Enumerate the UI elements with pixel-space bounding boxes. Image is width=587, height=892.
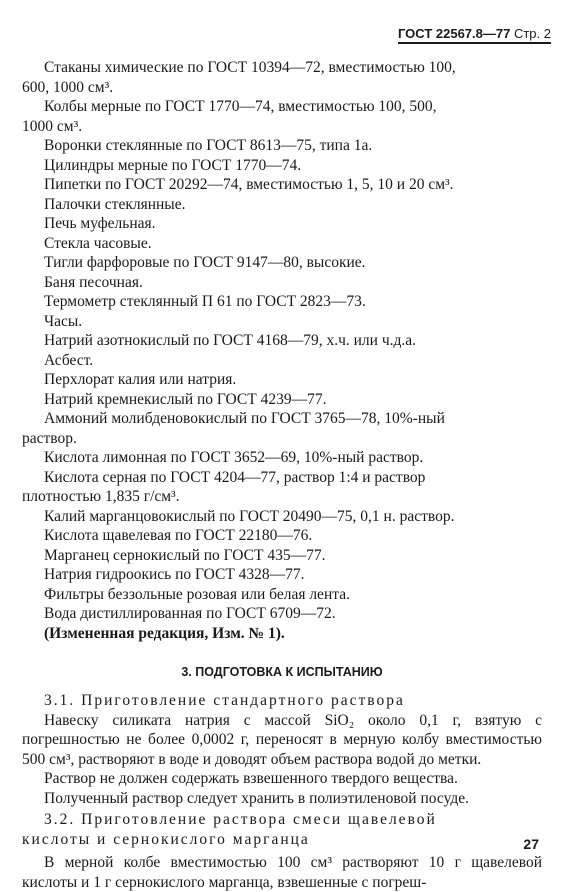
list-item: Фильтры беззольные розовая или белая лента.	[44, 585, 350, 603]
list-item-continuation: плотностью 1,835 г/см³.	[22, 488, 180, 505]
list-item: Баня песочная.	[44, 273, 143, 291]
list-item-continuation: 600, 1000 см³.	[22, 78, 114, 96]
list-item: Воронки стеклянные по ГОСТ 8613—75, типа 1а.	[44, 137, 373, 154]
list-item: Стекла часовые.	[44, 234, 152, 252]
list-item: Натрий азотнокислый по ГОСТ 4168—79, х.ч. или ч.д.а.	[44, 332, 417, 349]
subsection-title-3-2: 3.2. Приготовление раствора смеси щавелевой	[44, 811, 437, 828]
list-item: Марганец сернокислый по ГОСТ 435—77.	[44, 546, 326, 564]
list-item: Термометр стеклянный П 61 по ГОСТ 2823—73.	[44, 293, 366, 310]
list-item-continuation: раствор.	[22, 429, 77, 447]
paragraph: Раствор не должен содержать взвешенного твердого вещества.	[44, 770, 458, 787]
list-item: Кислота серная по ГОСТ 4204—77, раствор 1:4 и раствор	[44, 468, 426, 486]
list-item-continuation: 1000 см³.	[22, 117, 83, 135]
page-number: 27	[523, 836, 539, 852]
paragraph: Полученный раствор следует хранить в полиэтиленовой посуде.	[44, 789, 469, 807]
list-item: Цилиндры мерные по ГОСТ 1770—74.	[44, 156, 302, 174]
list-item: Натрия гидроокись по ГОСТ 4328—77.	[44, 566, 305, 583]
list-item: Вода дистиллированная по ГОСТ 6709—72.	[44, 605, 336, 622]
list-item: Часы.	[44, 312, 83, 330]
list-item: Палочки стеклянные.	[44, 195, 186, 213]
list-item: Тигли фарфоровые по ГОСТ 9147—80, высокие.	[44, 254, 366, 271]
paragraph: Навеску силиката натрия с массой SiO₂ около 0,1 г, взятую с погрешностью не более 0,0002 г, переносят в мерную колбу вместимостью 500 см³, растворяют в воде и доводят объем раствора водой до метки.	[22, 711, 542, 768]
paragraph: В мерной колбе вместимостью 100 см³ растворяют 10 г щавелевой кислоты и 1 г сернокислого марганца, взвешенные с погреш-	[22, 854, 542, 891]
edition-note: (Измененная редакция, Изм. № 1).	[44, 624, 285, 642]
list-item: Кислота щавелевая по ГОСТ 22180—76.	[44, 527, 313, 544]
standard-code: ГОСТ 22567.8—77	[397, 26, 511, 41]
subsection-title-3-1: 3.1. Приготовление стандартного раствора	[44, 692, 405, 709]
list-item: Аммоний молибденовокислый по ГОСТ 3765—78, 10%-ный	[44, 410, 445, 427]
subsection-title-3-2-continuation: кислоты и сернокислого марганца	[22, 830, 310, 848]
list-item: Пипетки по ГОСТ 20292—74, вместимостью 1, 5, 10 и 20 см³.	[44, 176, 454, 193]
page-content	[22, 58, 542, 892]
page-header	[398, 26, 551, 44]
list-item: Стаканы химические по ГОСТ 10394—72, вместимостью 100,	[44, 59, 456, 76]
list-item: Перхлорат калия или натрия.	[44, 371, 237, 388]
page-label: Стр. 2	[513, 26, 551, 41]
list-item: Калий марганцовокислый по ГОСТ 20490—75, 0,1 н. раствор.	[44, 507, 455, 525]
list-item: Колбы мерные по ГОСТ 1770—74, вместимостью 100, 500,	[44, 98, 437, 115]
list-item: Кислота лимонная по ГОСТ 3652—69, 10%-ный раствор.	[44, 449, 424, 466]
list-item: Натрий кремнекислый по ГОСТ 4239—77.	[44, 390, 327, 408]
list-item: Асбест.	[44, 351, 94, 369]
list-item: Печь муфельная.	[44, 215, 156, 232]
section-title: 3. ПОДГОТОВКА К ИСПЫТАНИЮ	[181, 665, 383, 679]
